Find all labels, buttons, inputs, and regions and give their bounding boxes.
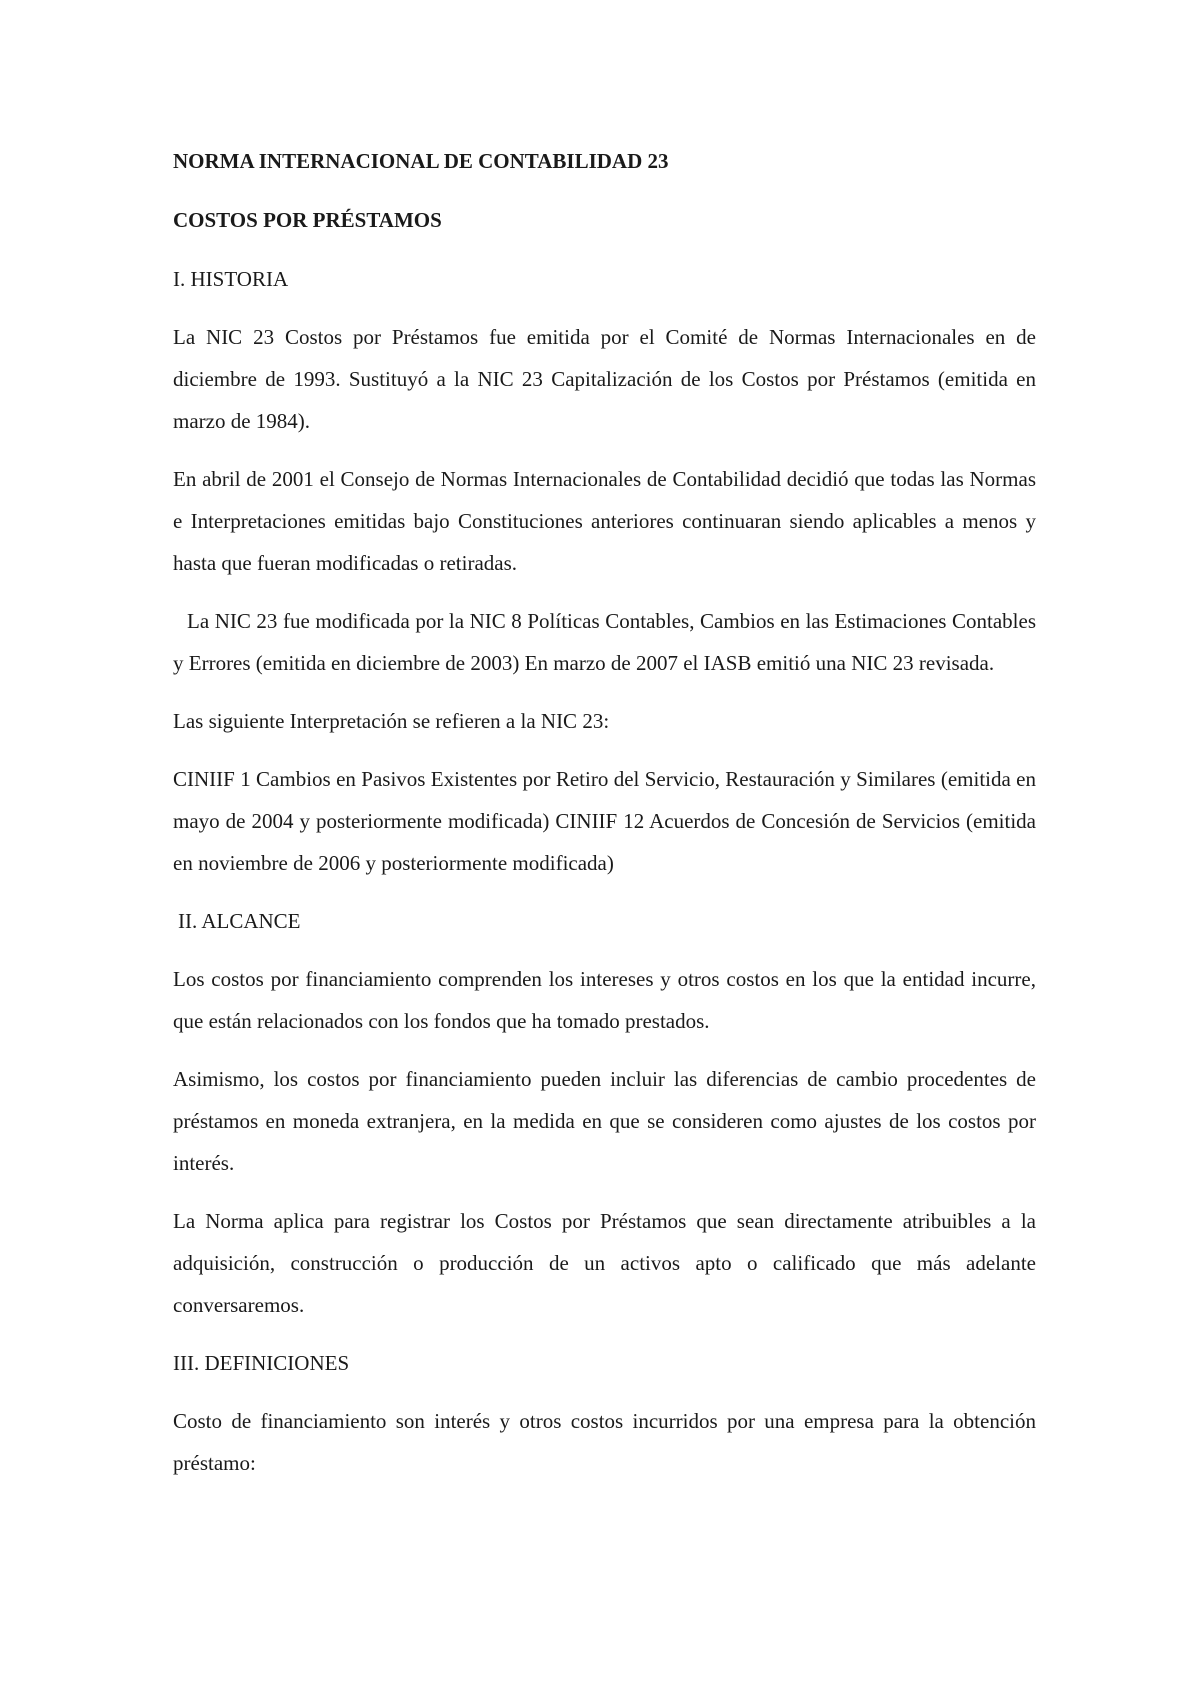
paragraph: En abril de 2001 el Consejo de Normas Internacionales de Contabilidad decidió que todas las Normas e Interpretaciones emitidas bajo Constituciones anteriores continuaran siendo aplicables a menos y hasta que fueran modificadas o retiradas. bbox=[173, 467, 1036, 575]
paragraph: Los costos por financiamiento comprenden los intereses y otros costos en los que la entidad incurre, que están relacionados con los fondos que ha tomado prestados. bbox=[173, 967, 1036, 1033]
section-heading-historia: I. HISTORIA bbox=[173, 267, 289, 291]
section-heading-definiciones: III. DEFINICIONES bbox=[173, 1351, 350, 1375]
paragraph: Asimismo, los costos por financiamiento pueden incluir las diferencias de cambio procedentes de préstamos en moneda extranjera, en la medida en que se consideren como ajustes de los costos por interés. bbox=[173, 1067, 1036, 1175]
paragraph: La Norma aplica para registrar los Costos por Préstamos que sean directamente atribuibles a la adquisición, construcción o producción de un activos apto o calificado que más adelante conversaremos. bbox=[173, 1209, 1036, 1317]
paragraph: La NIC 23 Costos por Préstamos fue emitida por el Comité de Normas Internacionales en de diciembre de 1993. Sustituyó a la NIC 23 Capitalización de los Costos por Préstamos (emitida en marzo de 1984). bbox=[173, 325, 1036, 433]
paragraph: La NIC 23 fue modificada por la NIC 8 Políticas Contables, Cambios en las Estimaciones Contables y Errores (emitida en diciembre de 2003) En marzo de 2007 el IASB emitió una NIC 23 revisada. bbox=[173, 609, 1036, 675]
document-body bbox=[173, 140, 1036, 1500]
document-subtitle: COSTOS POR PRÉSTAMOS bbox=[173, 208, 442, 232]
paragraph: Las siguiente Interpretación se refieren a la NIC 23: bbox=[173, 709, 610, 733]
paragraph: Costo de financiamiento son interés y otros costos incurridos por una empresa para la obtención préstamo: bbox=[173, 1409, 1036, 1475]
section-heading-alcance: II. ALCANCE bbox=[178, 909, 301, 933]
paragraph: CINIIF 1 Cambios en Pasivos Existentes por Retiro del Servicio, Restauración y Similares (emitida en mayo de 2004 y posteriormente modificada) CINIIF 12 Acuerdos de Concesión de Servicios (emitida en noviembre de 2006 y posteriormente modificada) bbox=[173, 767, 1036, 875]
document-title: NORMA INTERNACIONAL DE CONTABILIDAD 23 bbox=[173, 149, 669, 173]
